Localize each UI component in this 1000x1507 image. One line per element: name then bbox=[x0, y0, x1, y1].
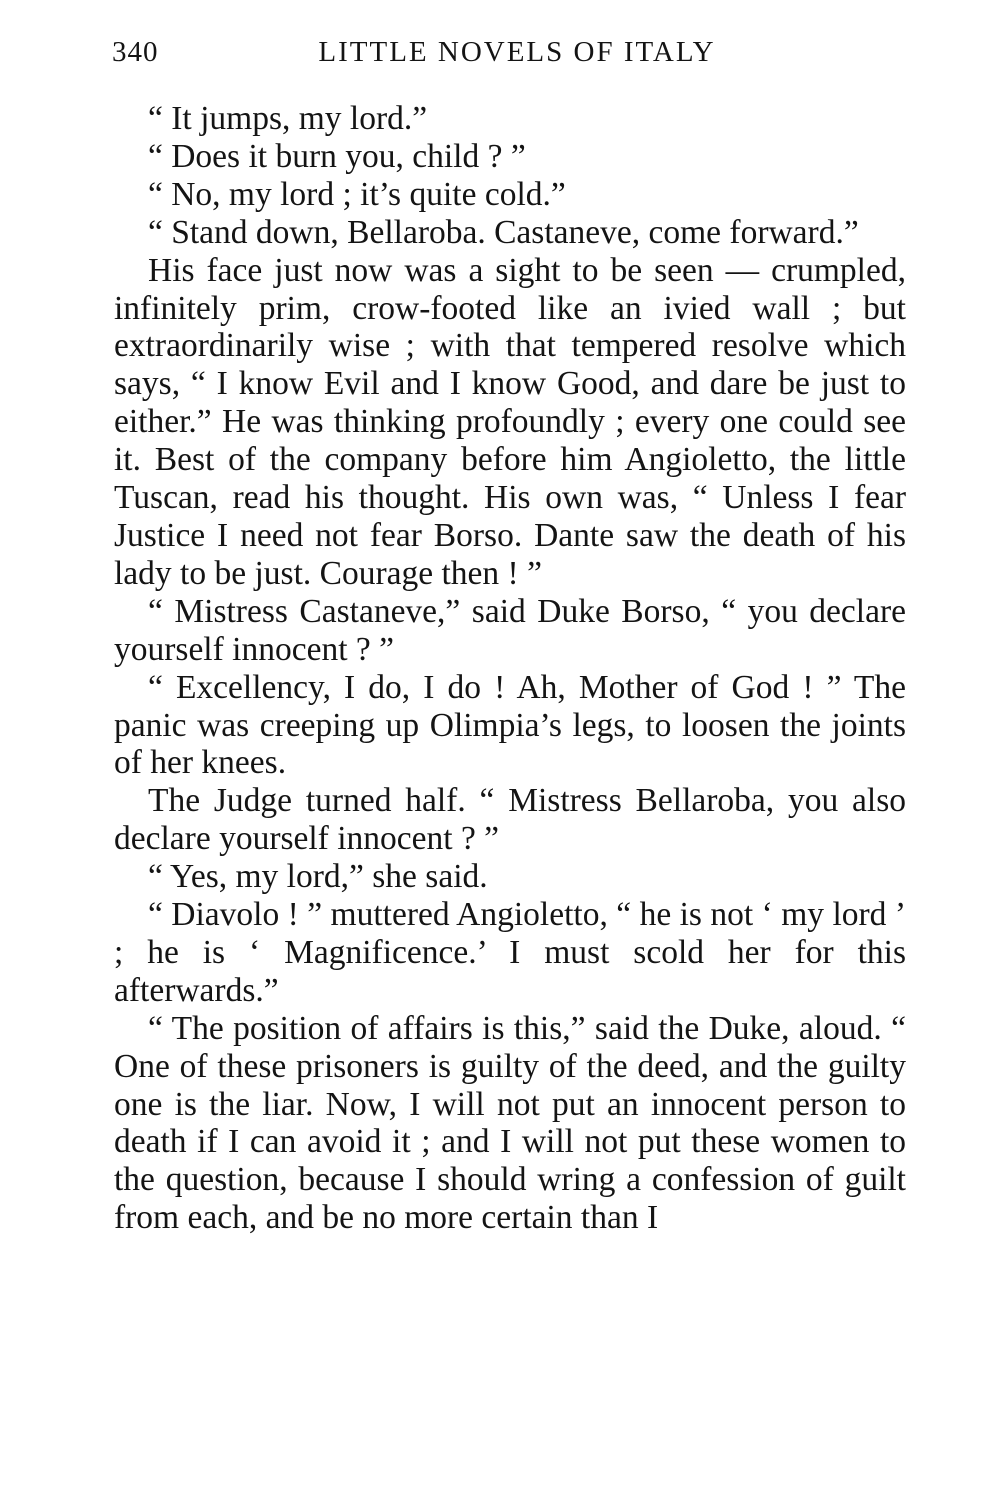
paragraph: “ Excellency, I do, I do ! Ah, Mother of God ! ” The panic was creeping up Olimpia’s legs, to loosen the joints of her knees. bbox=[114, 668, 906, 782]
paragraph: The Judge turned half. “ Mistress Bellaroba, you also declare yourself innocent ? ” bbox=[114, 782, 906, 858]
paragraph: “ The position of affairs is this,” said the Duke, aloud. “ One of these prisoners is guilty of the deed, and the guilty one is the liar. Now, I will not put an innocent person to death if I can avoid it ; and I will not put these women to the question, because I should wring a confession of guilt from each, and be no more certain than I bbox=[114, 1009, 906, 1237]
running-head: LITTLE NOVELS OF ITALY bbox=[318, 36, 716, 68]
paragraph: “ Yes, my lord,” she said. bbox=[148, 858, 488, 896]
body-text bbox=[114, 100, 906, 1237]
page-header bbox=[112, 30, 908, 74]
paragraph: “ Does it burn you, child ? ” bbox=[148, 137, 526, 175]
page-number: 340 bbox=[112, 36, 159, 68]
paragraph: “ Stand down, Bellaroba. Castaneve, come forward.” bbox=[148, 213, 859, 251]
paragraph: “ No, my lord ; it’s quite cold.” bbox=[148, 175, 566, 213]
paragraph: “ It jumps, my lord.” bbox=[148, 100, 428, 137]
paragraph: “ Diavolo ! ” muttered Angioletto, “ he is not ‘ my lord ’ ; he is ‘ Magnificence.’ I must scold her for this afterwards.” bbox=[114, 896, 906, 1009]
paragraph: “ Mistress Castaneve,” said Duke Borso, “ you declare yourself innocent ? ” bbox=[114, 592, 906, 668]
paragraph: His face just now was a sight to be seen — crumpled, infinitely prim, crow-footed like an ivied wall ; but extraordinarily wise ; with that tempered resolve which says, “ I know Evil and I know Good, and dare be just to either.” He was thinking profoundly ; every one could see it. Best of the company before him Angioletto, the little Tuscan, read his thought. His own was, “ Unless I fear Justice I need not fear Borso. Dante saw the death of his lady to be just. Courage then ! ” bbox=[114, 251, 906, 592]
